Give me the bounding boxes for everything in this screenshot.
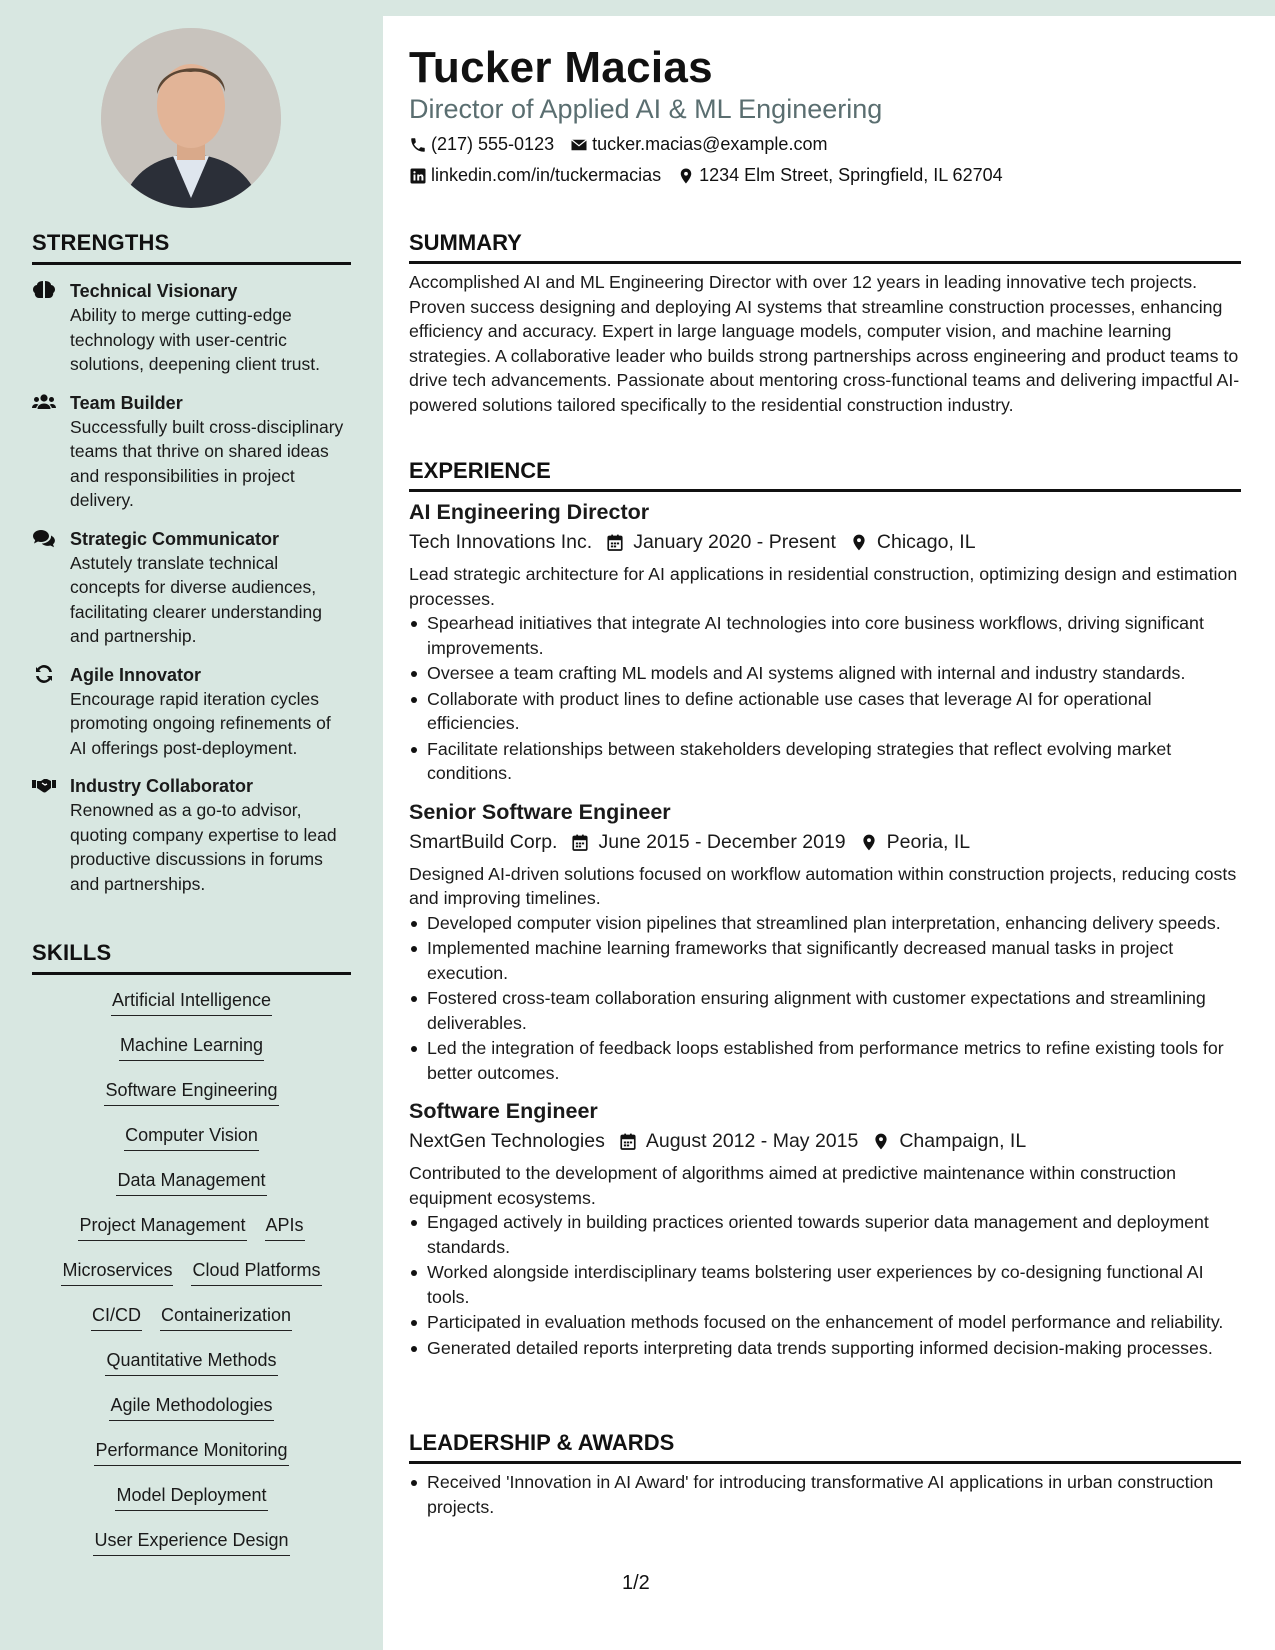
- skill-row: [32, 1257, 351, 1302]
- skills-list: [32, 987, 351, 1572]
- comments-icon: [32, 528, 56, 548]
- job-bullet: Engaged actively in building practices oriented towards superior data management and deployment standards.: [409, 1210, 1241, 1259]
- job-location: Peoria, IL: [886, 830, 971, 853]
- strength-description: Ability to merge cutting-edge technology with user-centric solutions, deepening client trust.: [70, 305, 321, 374]
- strength-item: [32, 527, 351, 649]
- skills-section: [32, 940, 351, 1572]
- summary-text: Accomplished AI and ML Engineering Director with over 12 years in leading innovative tech projects. Proven success designing and deploying AI systems that streamline construction processes, enhancing efficiency and accuracy. Expert in large language models, computer vision, and machine learning strategies. A collaborative leader who builds strong partnerships across engineering and product teams to drive tech advancements. Passionate about mentoring cross-functional teams and delivering impactful AI-powered solutions tailored specifically to the residential construction industry.: [409, 272, 1240, 415]
- strength-item: [32, 279, 351, 377]
- phone-icon: [409, 136, 427, 154]
- job-company: NextGen Technologies: [409, 1130, 605, 1152]
- map-marker-icon: [850, 533, 868, 552]
- job-bullet: Participated in evaluation methods focused on the enhancement of model performance and reliability.: [409, 1310, 1241, 1335]
- job-bullets: [409, 1210, 1241, 1360]
- strength-title: Technical Visionary: [70, 281, 238, 301]
- skill-row: [32, 1032, 351, 1077]
- job-title: Software Engineer: [409, 1099, 598, 1123]
- skill-tag: Microservices: [61, 1257, 173, 1286]
- profile-photo: [101, 28, 281, 208]
- job-bullet: Developed computer vision pipelines that streamlined plan interpretation, enhancing delivery speeds.: [409, 911, 1241, 936]
- address-text: 1234 Elm Street, Springfield, IL 62704: [699, 165, 1003, 185]
- strength-description: Successfully built cross-disciplinary teams that thrive on shared ideas and responsibilities in project delivery.: [70, 416, 344, 510]
- job-entry: [409, 1099, 1241, 1360]
- strength-title: Agile Innovator: [70, 664, 202, 685]
- skill-tag: Quantitative Methods: [105, 1347, 277, 1376]
- job-description: Lead strategic architecture for AI applications in residential construction, optimizing design and estimation processes.: [409, 564, 1238, 609]
- strength-description: Renowned as a go-to advisor, quoting company expertise to lead productive discussions in forums and partnerships.: [70, 800, 337, 894]
- email-contact[interactable]: [570, 134, 827, 155]
- job-bullet: Oversee a team crafting ML models and AI systems aligned with internal and industry standards.: [409, 661, 1241, 686]
- strengths-heading: STRENGTHS: [32, 230, 351, 265]
- job-bullet: Implemented machine learning frameworks that significantly decreased manual tasks in project execution.: [409, 936, 1241, 985]
- experience-section: [409, 458, 1241, 1361]
- job-location: Chicago, IL: [876, 531, 976, 553]
- job-meta: [409, 531, 1241, 554]
- job-title: AI Engineering Director: [409, 500, 650, 524]
- skill-tag: Machine Learning: [119, 1032, 264, 1061]
- strengths-section: [32, 230, 351, 896]
- skill-tag: Artificial Intelligence: [111, 987, 272, 1016]
- skill-row: [32, 1122, 351, 1167]
- address-contact: [677, 165, 1003, 186]
- job-dates: June 2015 - December 2019: [598, 830, 846, 853]
- strength-item: [32, 391, 351, 513]
- skill-tag: APIs: [265, 1212, 305, 1241]
- job-bullet: Collaborate with product lines to define actionable use cases that leverage AI for operational efficiencies.: [409, 687, 1241, 736]
- calendar-icon: [619, 1132, 637, 1151]
- experience-heading: EXPERIENCE: [409, 458, 1241, 492]
- job-dates: August 2012 - May 2015: [645, 1130, 859, 1152]
- skills-heading: SKILLS: [32, 940, 351, 975]
- map-marker-icon: [860, 833, 878, 852]
- awards-heading: LEADERSHIP & AWARDS: [409, 1430, 1241, 1464]
- job-dates: January 2020 - Present: [633, 531, 836, 553]
- skill-row: [32, 1212, 351, 1257]
- linkedin-contact[interactable]: [409, 165, 661, 186]
- job-entry: [409, 500, 1241, 786]
- map-marker-icon: [677, 167, 695, 185]
- users-icon: [32, 392, 56, 412]
- strength-item: [32, 774, 351, 896]
- linkedin-text: linkedin.com/in/tuckermacias: [431, 165, 662, 185]
- contact-line-2: [409, 165, 1003, 186]
- skill-tag: Project Management: [78, 1212, 246, 1241]
- awards-list: [409, 1470, 1241, 1519]
- job-bullet: Worked alongside interdisciplinary teams bolstering user experiences by co-designing functional AI tools.: [409, 1260, 1241, 1309]
- brain-icon: [32, 280, 56, 300]
- phone-text: (217) 555-0123: [431, 134, 555, 154]
- skill-tag: Computer Vision: [124, 1122, 259, 1151]
- skill-tag: Agile Methodologies: [109, 1392, 273, 1421]
- sync-icon: [32, 664, 56, 684]
- strength-item: [32, 663, 351, 761]
- job-description: Designed AI-driven solutions focused on workflow automation within construction projects, reducing costs and improving timelines.: [409, 863, 1237, 908]
- skill-row: [32, 1302, 351, 1347]
- strength-description: Encourage rapid iteration cycles promoting ongoing refinements of AI offerings post-deployment.: [70, 688, 331, 758]
- job-entry: [409, 800, 1241, 1086]
- job-company: Tech Innovations Inc.: [409, 531, 593, 553]
- skill-tag: Software Engineering: [104, 1077, 278, 1106]
- award-item: Received 'Innovation in AI Award' for introducing transformative AI applications in urban construction projects.: [409, 1470, 1241, 1519]
- phone-contact[interactable]: [409, 134, 554, 155]
- strength-description: Astutely translate technical concepts for diverse audiences, facilitating clearer understanding and partnership.: [70, 552, 322, 646]
- skill-tag: Data Management: [116, 1167, 266, 1196]
- contact-line-1: [409, 134, 827, 155]
- job-meta: [409, 831, 1241, 854]
- summary-heading: SUMMARY: [409, 230, 1241, 264]
- strength-title: Team Builder: [70, 392, 183, 413]
- strength-title: Industry Collaborator: [70, 776, 254, 796]
- calendar-icon: [571, 833, 589, 852]
- skill-row: [32, 1347, 351, 1392]
- skill-tag: Model Deployment: [115, 1482, 267, 1511]
- strengths-list: [32, 279, 351, 896]
- job-bullet: Generated detailed reports interpreting data trends supporting informed decision-making processes.: [409, 1336, 1241, 1361]
- job-title: Senior Software Engineer: [409, 799, 671, 824]
- jobs-list: [409, 500, 1241, 1360]
- summary-section: [409, 230, 1241, 417]
- job-bullet: Facilitate relationships between stakeholders developing strategies that reflect evolving market conditions.: [409, 737, 1241, 786]
- job-description: Contributed to the development of algorithms aimed at predictive maintenance within construction equipment ecosystems.: [409, 1163, 1176, 1208]
- page-number: 1/2: [622, 1572, 650, 1594]
- job-bullet: Fostered cross-team collaboration ensuring alignment with customer expectations and streamlining deliverables.: [409, 986, 1241, 1035]
- skill-row: [32, 1527, 351, 1572]
- skill-tag: Performance Monitoring: [94, 1437, 288, 1466]
- strength-title: Strategic Communicator: [70, 528, 280, 549]
- skill-row: [32, 1437, 351, 1482]
- skill-tag: Cloud Platforms: [191, 1257, 321, 1286]
- skill-row: [32, 987, 351, 1032]
- skill-tag: Containerization: [160, 1302, 292, 1331]
- job-bullets: [409, 611, 1241, 786]
- job-location: Champaign, IL: [899, 1130, 1027, 1152]
- envelope-icon: [570, 136, 588, 154]
- calendar-icon: [606, 533, 624, 552]
- skill-row: [32, 1167, 351, 1212]
- handshake-icon: [32, 775, 56, 795]
- skill-tag: CI/CD: [91, 1302, 142, 1331]
- email-text: tucker.macias@example.com: [592, 134, 828, 154]
- skill-row: [32, 1392, 351, 1437]
- candidate-name: Tucker Macias: [409, 43, 713, 92]
- map-marker-icon: [872, 1132, 890, 1151]
- candidate-title: Director of Applied AI & ML Engineering: [409, 94, 883, 124]
- job-meta: [409, 1130, 1241, 1153]
- job-company: SmartBuild Corp.: [409, 830, 558, 853]
- awards-section: [409, 1430, 1241, 1520]
- skill-tag: User Experience Design: [93, 1527, 289, 1556]
- skill-row: [32, 1077, 351, 1122]
- skill-row: [32, 1482, 351, 1527]
- main-content: [383, 16, 1275, 1650]
- linkedin-icon: [409, 167, 427, 185]
- job-bullet: Spearhead initiatives that integrate AI technologies into core business workflows, driving significant improvements.: [409, 611, 1241, 660]
- job-bullets: [409, 911, 1241, 1086]
- job-bullet: Led the integration of feedback loops established from performance metrics to refine existing tools for better outcomes.: [409, 1036, 1241, 1085]
